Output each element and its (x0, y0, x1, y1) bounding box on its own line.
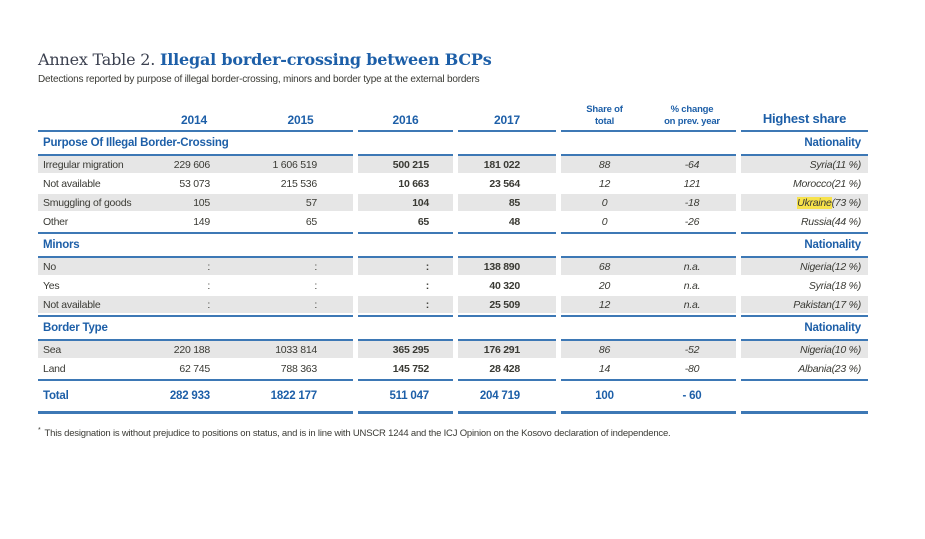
value-pct-change: -26 (684, 215, 700, 228)
section-rule (38, 379, 868, 381)
value-2017: 85 (458, 194, 556, 211)
page-title (38, 50, 868, 69)
value-2015: : (248, 296, 353, 313)
row-label: Smuggling of goods (38, 194, 140, 211)
row-label: Yes (43, 279, 60, 292)
table-row (38, 175, 868, 192)
row-label: Land (43, 362, 66, 375)
value-2017: 28 428 (489, 362, 520, 375)
highest-share-country: Albania (798, 362, 832, 375)
section-title: Minors (43, 239, 80, 251)
value-2017: 23 564 (489, 177, 520, 190)
col-header-highest-share: Highest share (762, 111, 847, 126)
value-share-of-total: 0 (561, 194, 648, 211)
value-2016: : (358, 296, 453, 313)
highest-share-percent: (44 %) (831, 215, 861, 228)
highest-share-country: Syria (809, 158, 833, 171)
value-pct-change: -80 (684, 362, 700, 375)
table-subtitle: Detections reported by purpose of illegal border-crossing, minors and border type at the external borders (38, 74, 480, 85)
table-row (38, 156, 868, 173)
column-header-row (38, 96, 868, 130)
value-highest-share (741, 194, 868, 211)
value-pct-change: -18 (648, 194, 736, 211)
col-header-share-of-total: Share of total (586, 104, 623, 127)
total-label: Total (43, 390, 69, 402)
value-highest-share (741, 258, 868, 275)
row-label: No (38, 258, 140, 275)
value-highest-share (741, 213, 868, 230)
footnote-text: This designation is without prejudice to positions on status, and is in line with UNSCR 1244 and the ICJ Opinion on the Kosovo declaration of independence. (44, 428, 671, 440)
table-row (38, 194, 868, 211)
value-2017: 181 022 (458, 156, 556, 173)
table-row (38, 296, 868, 313)
value-share-of-total: 12 (598, 177, 611, 190)
value-share-of-total: 14 (598, 362, 611, 375)
table-row (38, 360, 868, 377)
highest-share-percent: (23 %) (831, 362, 861, 375)
highest-share-country: Morocco (793, 177, 832, 190)
value-2017: 138 890 (458, 258, 556, 275)
value-2014: 105 (140, 194, 248, 211)
row-label: Irregular migration (38, 156, 140, 173)
total-share: 100 (595, 390, 614, 402)
value-2016: 65 (417, 215, 429, 228)
row-label: Sea (38, 341, 140, 358)
total-row (38, 383, 868, 409)
footnote-marker: * (38, 427, 41, 434)
value-2016: 10 663 (398, 177, 429, 190)
highest-share-percent: (11 %) (832, 158, 861, 171)
highest-share-country: Nigeria (800, 260, 832, 273)
value-2017: 48 (508, 215, 520, 228)
annex-table (38, 96, 868, 414)
value-pct-change: n.a. (648, 296, 736, 313)
value-2014: 149 (193, 215, 210, 228)
nationality-header: Nationality (804, 322, 861, 334)
highest-share-percent: (21 %) (831, 177, 861, 190)
value-highest-share (741, 277, 868, 294)
value-2017: 40 320 (489, 279, 520, 292)
table-heading: Illegal border-crossing between BCPs (159, 50, 492, 69)
section-title: Purpose Of Illegal Border-Crossing (43, 137, 229, 149)
value-share-of-total: 20 (598, 279, 611, 292)
highest-share-country: Syria (808, 279, 832, 292)
highest-share-percent: (12 %) (831, 260, 861, 273)
total-change: - 60 (682, 390, 702, 402)
value-2016: 365 295 (358, 341, 453, 358)
total-2017: 204 719 (479, 390, 520, 402)
value-2016: 104 (358, 194, 453, 211)
highest-share-country: Nigeria (800, 343, 832, 356)
value-share-of-total: 0 (601, 215, 608, 228)
value-share-of-total: 88 (561, 156, 648, 173)
section-header-row (38, 132, 868, 154)
value-2016: 145 752 (392, 362, 429, 375)
value-2015: 215 536 (280, 177, 317, 190)
section-header-row (38, 317, 868, 339)
value-2014: 62 745 (179, 362, 210, 375)
row-label: Other (43, 215, 69, 228)
highest-share-country: Russia (800, 215, 832, 228)
highest-share-country: Ukraine (797, 196, 832, 209)
value-2014: : (140, 258, 248, 275)
col-header-pct-change: % change on prev. year (664, 104, 720, 127)
row-label: Not available (38, 296, 140, 313)
value-share-of-total: 86 (561, 341, 648, 358)
value-2014: 53 073 (179, 177, 210, 190)
value-highest-share (741, 296, 868, 313)
table-row (38, 341, 868, 358)
highest-share-country: Pakistan (793, 298, 832, 311)
value-pct-change: -52 (648, 341, 736, 358)
section-title: Border Type (43, 322, 108, 334)
value-2016: : (425, 279, 429, 292)
col-header-2014: 2014 (181, 113, 207, 127)
value-2017: 176 291 (458, 341, 556, 358)
value-2017: 25 509 (458, 296, 556, 313)
value-2015: 1033 814 (248, 341, 353, 358)
value-pct-change: -64 (648, 156, 736, 173)
value-2014: 229 606 (140, 156, 248, 173)
value-2015: 788 363 (280, 362, 317, 375)
col-header-2017: 2017 (494, 113, 520, 127)
value-2015: 1 606 519 (248, 156, 353, 173)
table-row (38, 277, 868, 294)
value-share-of-total: 68 (561, 258, 648, 275)
highest-share-percent: (17 %) (831, 298, 861, 311)
highest-share-percent: (10 %) (831, 343, 861, 356)
value-2015: 57 (248, 194, 353, 211)
value-2015: : (248, 258, 353, 275)
table-number-label: Annex Table 2. (38, 50, 156, 69)
value-share-of-total: 12 (561, 296, 648, 313)
total-2015: 1822 177 (270, 390, 317, 402)
highest-share-percent: (18 %) (831, 279, 861, 292)
value-2014: : (207, 279, 210, 292)
page (38, 50, 868, 439)
value-2015: 65 (305, 215, 317, 228)
table-row (38, 258, 868, 275)
value-2014: 220 188 (140, 341, 248, 358)
footnote (38, 427, 868, 439)
nationality-header: Nationality (804, 239, 861, 251)
total-2016: 511 047 (389, 390, 429, 402)
value-pct-change: 121 (683, 177, 701, 190)
value-highest-share (741, 156, 868, 173)
value-highest-share (741, 341, 868, 358)
value-2015: : (314, 279, 317, 292)
value-2016: : (358, 258, 453, 275)
col-header-2015: 2015 (287, 113, 314, 127)
value-pct-change: n.a. (683, 279, 701, 292)
nationality-header: Nationality (804, 137, 861, 149)
table-row (38, 213, 868, 230)
row-label: Not available (43, 177, 101, 190)
value-highest-share (741, 360, 868, 377)
col-header-2016: 2016 (392, 113, 419, 127)
value-pct-change: n.a. (648, 258, 736, 275)
value-2014: : (140, 296, 248, 313)
value-2016: 500 215 (358, 156, 453, 173)
section-header-row (38, 234, 868, 256)
table-bottom-rule (38, 411, 868, 414)
total-2014: 282 933 (169, 390, 210, 402)
value-highest-share (741, 175, 868, 192)
highest-share-percent: (73 %) (831, 196, 861, 209)
table-sections (38, 130, 868, 381)
